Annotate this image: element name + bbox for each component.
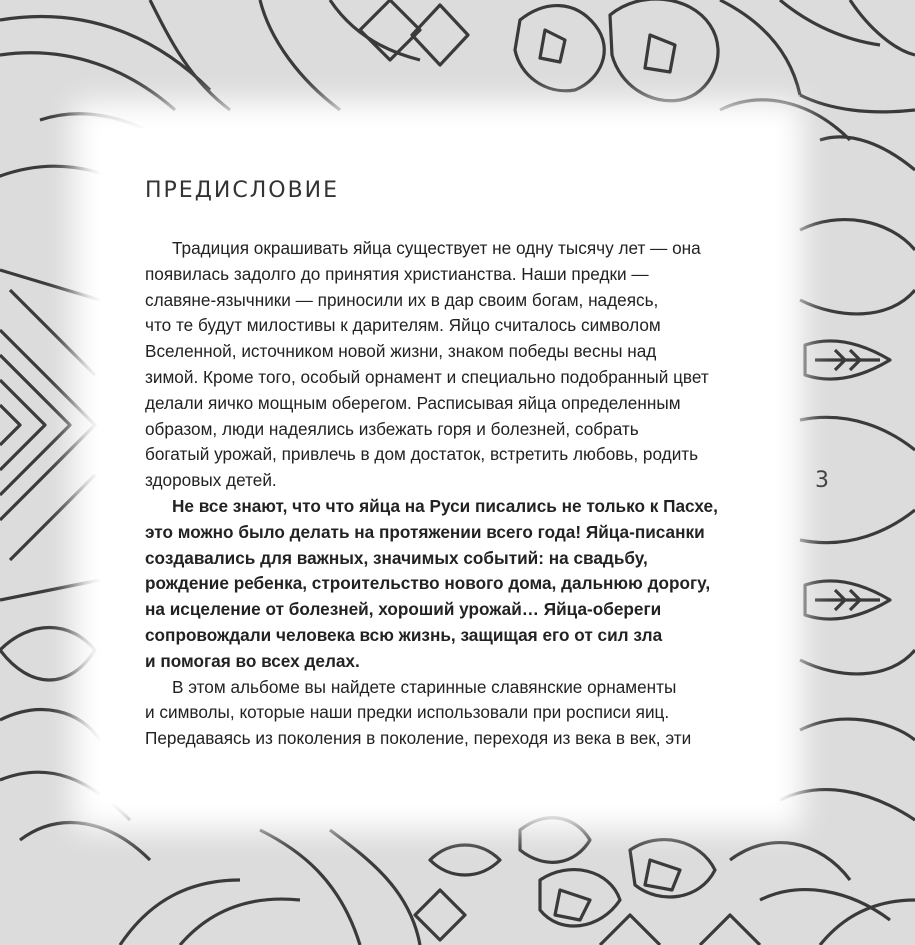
paragraph-2-line: это можно было делать на протяжении всего года! Яйца-писанки	[145, 521, 705, 542]
paragraph-3-line: В этом альбоме вы найдете старинные славянские орнаменты	[172, 676, 677, 697]
paragraph-1-line: славяне-язычники — приносили их в дар своим богам, надеясь,	[145, 289, 659, 310]
paragraph-1-line: богатый урожай, привлечь в дом достаток, встретить любовь, родить	[145, 444, 699, 465]
paragraph-2-line: сопровождали человека всю жизнь, защищая его от сил зла	[145, 624, 663, 645]
paragraph-1-line: здоровых детей.	[145, 470, 277, 491]
paragraph-1-line: Вселенной, источником новой жизни, знаком победы весны над	[145, 341, 657, 362]
paragraph-2-line: создавались для важных, значимых событий: на свадьбу,	[145, 547, 648, 568]
paragraph-2-line: Не все знают, что что яйца на Руси писались не только к Пасхе,	[172, 495, 718, 516]
paragraph-1-line: что те будут милостивы к дарителям. Яйцо считалось символом	[145, 315, 661, 336]
paragraph-2-line: рождение ребенка, строительство нового дома, дальнюю дорогу,	[145, 573, 711, 594]
paragraph-1-line: образом, люди надеялись избежать горя и болезней, собрать	[145, 418, 639, 439]
body-text	[145, 236, 753, 752]
page-title: ПРЕДИСЛОВИЕ	[145, 178, 340, 203]
paragraph-1-line: зимой. Кроме того, особый орнамент и специально подобранный цвет	[145, 366, 709, 387]
page-number: 3	[815, 468, 829, 493]
paragraph-2-line: на исцеление от болезней, хороший урожай… Яйца-обереги	[145, 599, 662, 620]
paragraph-3-line: и символы, которые наши предки использовали при росписи яиц.	[145, 702, 670, 723]
paragraph-1-line: Традиция окрашивать яйца существует не одну тысячу лет — она	[172, 238, 701, 258]
paragraph-2-line: и помогая во всех делах.	[145, 650, 360, 671]
paragraph-1-line: появилась задолго до принятия христианства. Наши предки —	[145, 263, 649, 284]
paragraph-1-line: делали яичко мощным оберегом. Расписывая яйца определенным	[145, 392, 681, 413]
paragraph-3-line: Передаваясь из поколения в поколение, переходя из века в век, эти	[145, 728, 692, 749]
